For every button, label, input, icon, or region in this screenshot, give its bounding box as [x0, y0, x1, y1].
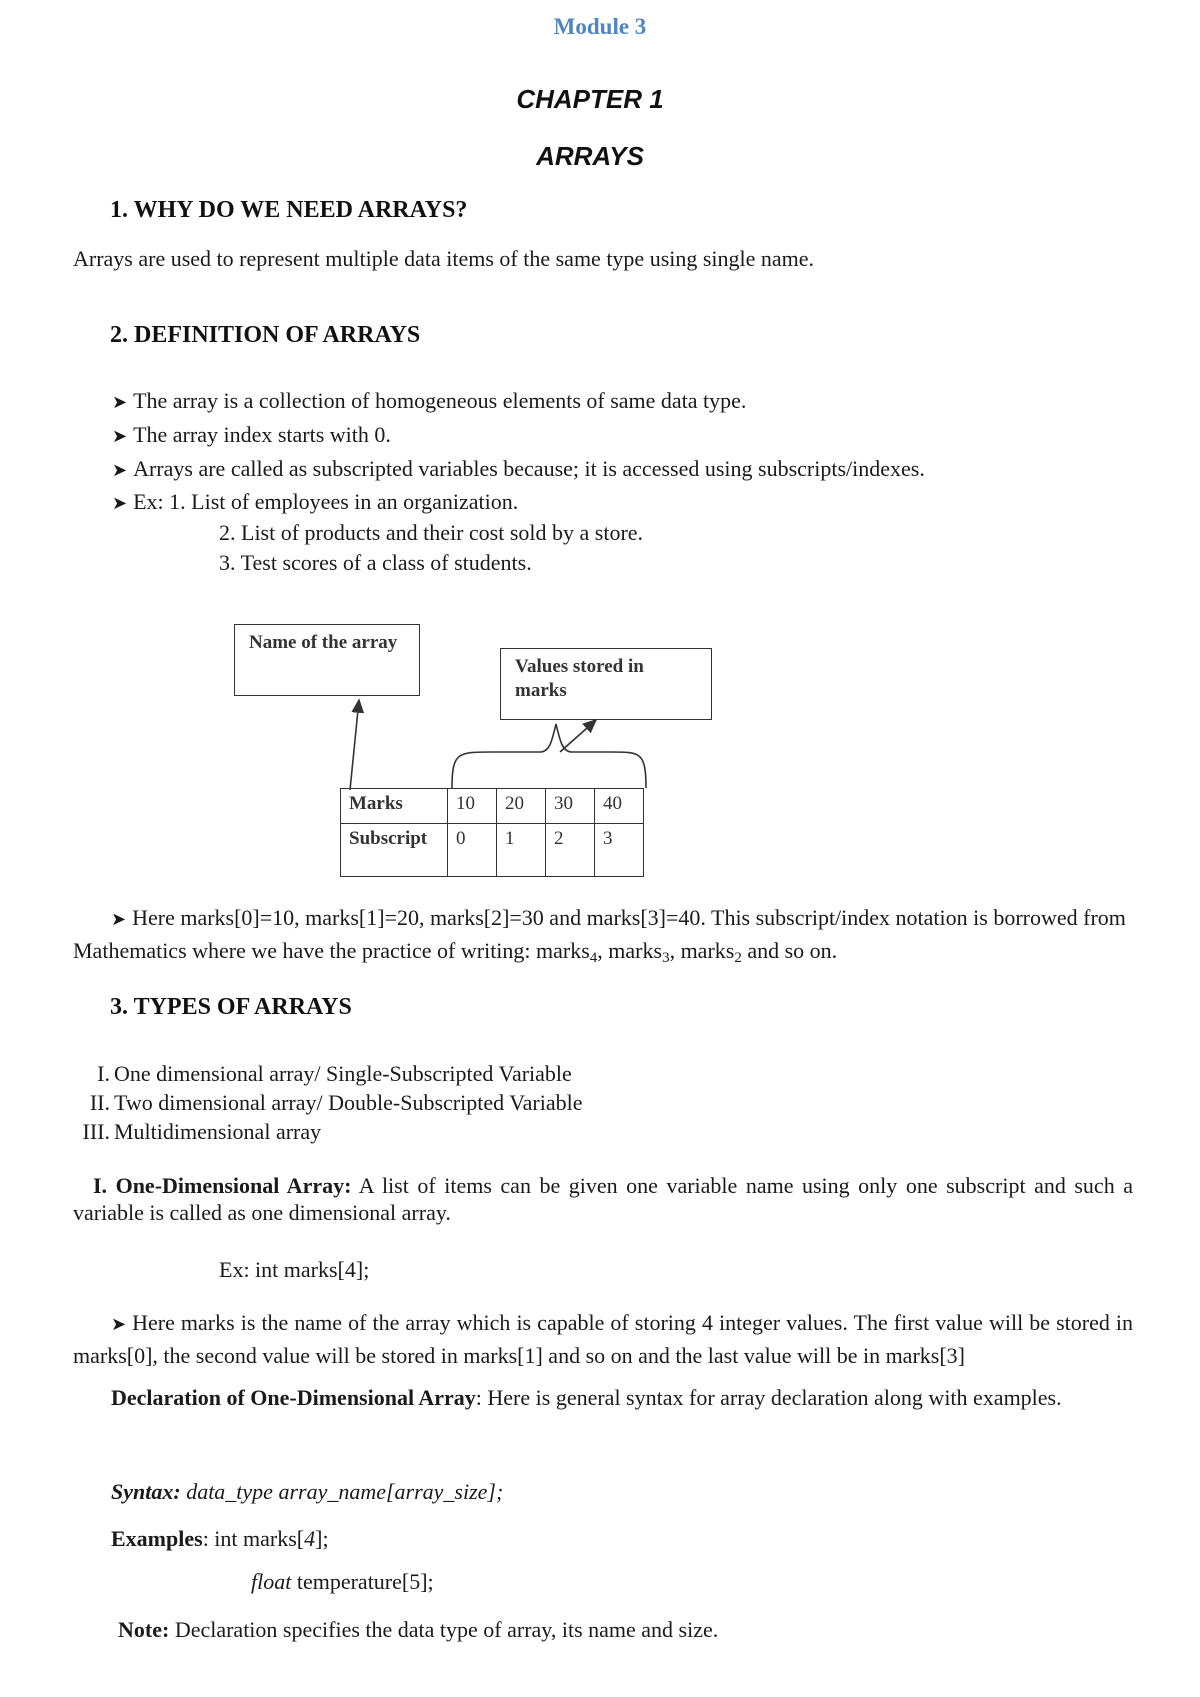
section-1-text: Arrays are used to represent multiple data items of the same type using single name. [73, 246, 815, 271]
type-item: II. Two dimensional array/ Double-Subscripted Variable [89, 1090, 583, 1115]
row-label: Marks [341, 789, 448, 824]
bullet-item: ➤ The array is a collection of homogeneous elements of same data type. [112, 387, 746, 416]
table-row [341, 789, 644, 824]
declaration-note: Note: Declaration specifies the data type of array, its name and size. [118, 1617, 719, 1642]
example-item: 3. Test scores of a class of students. [219, 550, 532, 575]
one-d-example: Ex: int marks[4]; [219, 1257, 370, 1282]
value-cell: 40 [595, 789, 644, 824]
value-cell: 30 [546, 789, 595, 824]
row-label: Subscript [341, 824, 448, 877]
section-3-heading: 3. TYPES OF ARRAYS [110, 994, 352, 1020]
example-item: 2. List of products and their cost sold by a store. [219, 520, 644, 545]
values-arrow [560, 720, 596, 752]
name-of-array-box: Name of the array [234, 624, 420, 696]
one-d-paragraph: I. One-Dimensional Array: A list of items can be given one variable name using only one subscript and such a variable is called as one dimensional array. [73, 1173, 1133, 1225]
section-1-heading: 1. WHY DO WE NEED ARRAYS? [110, 197, 468, 223]
module-title: Module 3 [553, 14, 647, 39]
value-cell: 10 [448, 789, 497, 824]
examples-line: Examples: int marks[4]; [111, 1526, 329, 1551]
bullet-item: ➤ Arrays are called as subscripted variables because; it is accessed using subscripts/indexes. [112, 455, 925, 484]
page-title: ARRAYS [536, 141, 644, 171]
syntax-line: Syntax: data_type array_name[array_size]; [111, 1479, 504, 1504]
declaration-paragraph: Declaration of One-Dimensional Array: Here is general syntax for array declaration along with examples. [111, 1385, 1062, 1410]
type-item: III. Multidimensional array [82, 1119, 322, 1144]
chapter-heading: CHAPTER 1 [516, 84, 664, 114]
subscript-cell: 2 [546, 824, 595, 877]
example-float-line: float temperature[5]; [251, 1569, 434, 1594]
type-item: I. One dimensional array/ Single-Subscripted Variable [97, 1061, 572, 1086]
bullet-item: ➤ Ex: 1. List of employees in an organization. [112, 488, 518, 517]
bullet-item: ➤ The array index starts with 0. [112, 421, 391, 450]
values-stored-box: Values stored in marks [500, 648, 712, 720]
name-arrow [350, 700, 359, 790]
values-brace [452, 724, 646, 788]
note-text: ➤ Here marks[0]=10, marks[1]=20, marks[2]=30 and marks[3]=40. This subscript/index notation is borrowed from Mathematics where we have the practice of writing: marks [73, 905, 1126, 963]
subscript-cell: 0 [448, 824, 497, 877]
section-2-heading: 2. DEFINITION OF ARRAYS [110, 322, 421, 348]
marks-table [340, 788, 644, 877]
one-d-bullet: ➤ Here marks is the name of the array which is capable of storing 4 integer values. The first value will be stored in marks[0], the second value will be stored in marks[1] and so on and the last value will be in marks[3] [73, 1307, 1133, 1371]
subscript-note: ➤ Here marks[0]=10, marks[1]=20, marks[2]=30 and marks[3]=40. This subscript/index notation is borrowed from Mathematics where we have the practice of writing: marks$_4$, marks$_3$, marks$_2$ and so on. [73, 902, 1133, 967]
subscript-cell: 3 [595, 824, 644, 877]
value-cell: 20 [497, 789, 546, 824]
table-row [341, 824, 644, 877]
subscript-cell: 1 [497, 824, 546, 877]
